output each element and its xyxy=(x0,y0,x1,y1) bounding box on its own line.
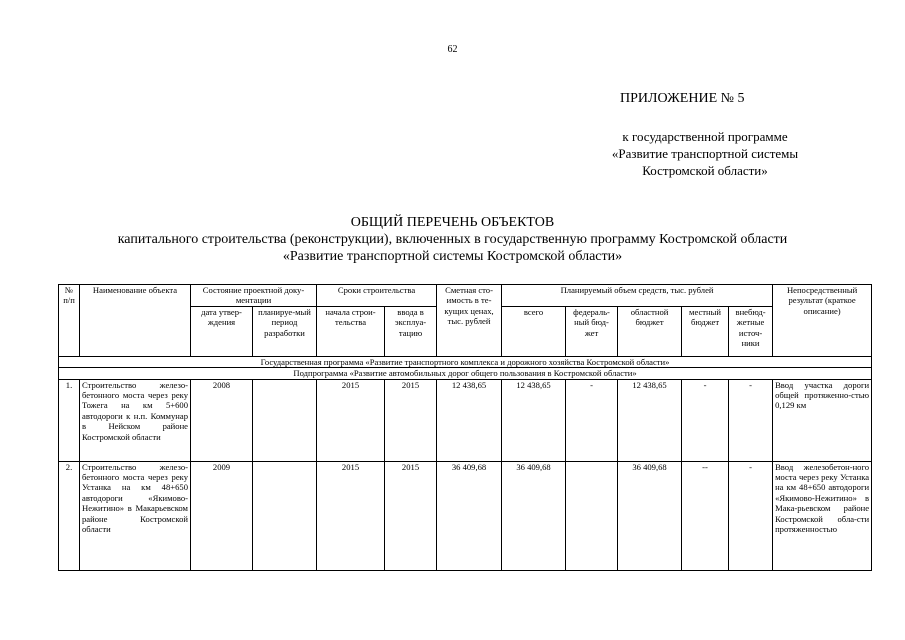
row-local: -- xyxy=(682,461,729,570)
title-line-1: ОБЩИЙ ПЕРЕЧЕНЬ ОБЪЕКТОВ xyxy=(350,215,555,230)
row-approval-date: 2008 xyxy=(191,379,253,461)
row-start-year: 2015 xyxy=(317,461,385,570)
appendix-line-1: к государственной программе xyxy=(622,129,788,144)
title-line-2: капитального строительства (реконструкции), включенных в государственную программу Костромской области xyxy=(117,232,788,247)
program-title: Государственная программа «Развитие транспортного комплекса и дорожного хозяйства Костромской области» xyxy=(59,356,872,367)
header-doc-state: Состояние проектной доку-ментации xyxy=(191,285,317,307)
row-commission-year: 2015 xyxy=(385,461,437,570)
header-doc-approval: дата утвер-ждения xyxy=(191,306,253,356)
row-offbudget: - xyxy=(729,461,773,570)
header-terms: Сроки строительства xyxy=(317,285,437,307)
document-title xyxy=(0,214,905,265)
program-row xyxy=(59,356,872,367)
header-offbudget: внебюд-жетные источ-ники xyxy=(729,306,773,356)
row-commission-year: 2015 xyxy=(385,379,437,461)
row-start-year: 2015 xyxy=(317,379,385,461)
appendix-title: ПРИЛОЖЕНИЕ № 5 xyxy=(620,91,745,106)
header-result: Непосредственный результат (краткое описание) xyxy=(773,285,872,357)
appendix-line-2: «Развитие транспортной системы xyxy=(611,146,799,161)
table-row xyxy=(59,379,872,461)
header-name: Наименование объекта xyxy=(80,285,191,357)
title-line-3: «Развитие транспортной системы Костромской области» xyxy=(282,249,623,264)
row-total: 36 409,68 xyxy=(502,461,566,570)
objects-table xyxy=(58,284,872,571)
row-num: 1. xyxy=(59,379,80,461)
row-planned-period xyxy=(253,379,317,461)
row-regional: 12 438,65 xyxy=(618,379,682,461)
subprogram-title: Подпрограмма «Развитие автомобильных дорог общего пользования в Костромской области» xyxy=(59,368,872,379)
row-offbudget: - xyxy=(729,379,773,461)
row-planned-period xyxy=(253,461,317,570)
row-result: Ввод железобетон-ного моста через реку Устанка на км 48+650 автодороги «Якимово-Нежитино» в Мака-рьевском районе Костромской обла-сти протяженностью xyxy=(773,461,872,570)
row-approval-date: 2009 xyxy=(191,461,253,570)
subprogram-row xyxy=(59,368,872,379)
header-local: местный бюджет xyxy=(682,306,729,356)
header-planned-funds: Планируемый объем средств, тыс. рублей xyxy=(502,285,773,307)
row-local: - xyxy=(682,379,729,461)
header-estimate: Сметная сто-имость в те-кущих ценах, тыс. рублей xyxy=(437,285,502,357)
row-estimate: 12 438,65 xyxy=(437,379,502,461)
row-estimate: 36 409,68 xyxy=(437,461,502,570)
row-num: 2. xyxy=(59,461,80,570)
header-doc-planned: планируе-мый период разработки xyxy=(253,306,317,356)
header-federal: федераль-ный бюд-жет xyxy=(566,306,618,356)
header-total: всего xyxy=(502,306,566,356)
appendix-line-3: Костромской области» xyxy=(642,163,768,178)
row-total: 12 438,65 xyxy=(502,379,566,461)
appendix-subtitle xyxy=(560,128,850,179)
row-result: Ввод участка дороги общей протяженно-стью 0,129 км xyxy=(773,379,872,461)
table-row xyxy=(59,461,872,570)
row-object-name: Строительство железо-бетонного моста через реку Тожега на км 5+600 автодороги к н.п. Коммунар в Нейском районе Костромской области xyxy=(80,379,191,461)
row-federal xyxy=(566,461,618,570)
row-object-name: Строительство железо-бетонного моста через реку Устанка на км 48+650 автодороги «Якимово-Нежитино» в Макарьевском районе Костромской области xyxy=(80,461,191,570)
header-regional: областной бюджет xyxy=(618,306,682,356)
header-num: № п/п xyxy=(59,285,80,357)
table-header-row xyxy=(59,285,872,307)
row-regional: 36 409,68 xyxy=(618,461,682,570)
page-number: 62 xyxy=(447,44,458,55)
header-terms-commission: ввода в эксплуа-тацию xyxy=(385,306,437,356)
row-federal: - xyxy=(566,379,618,461)
header-terms-start: начала строи-тельства xyxy=(317,306,385,356)
